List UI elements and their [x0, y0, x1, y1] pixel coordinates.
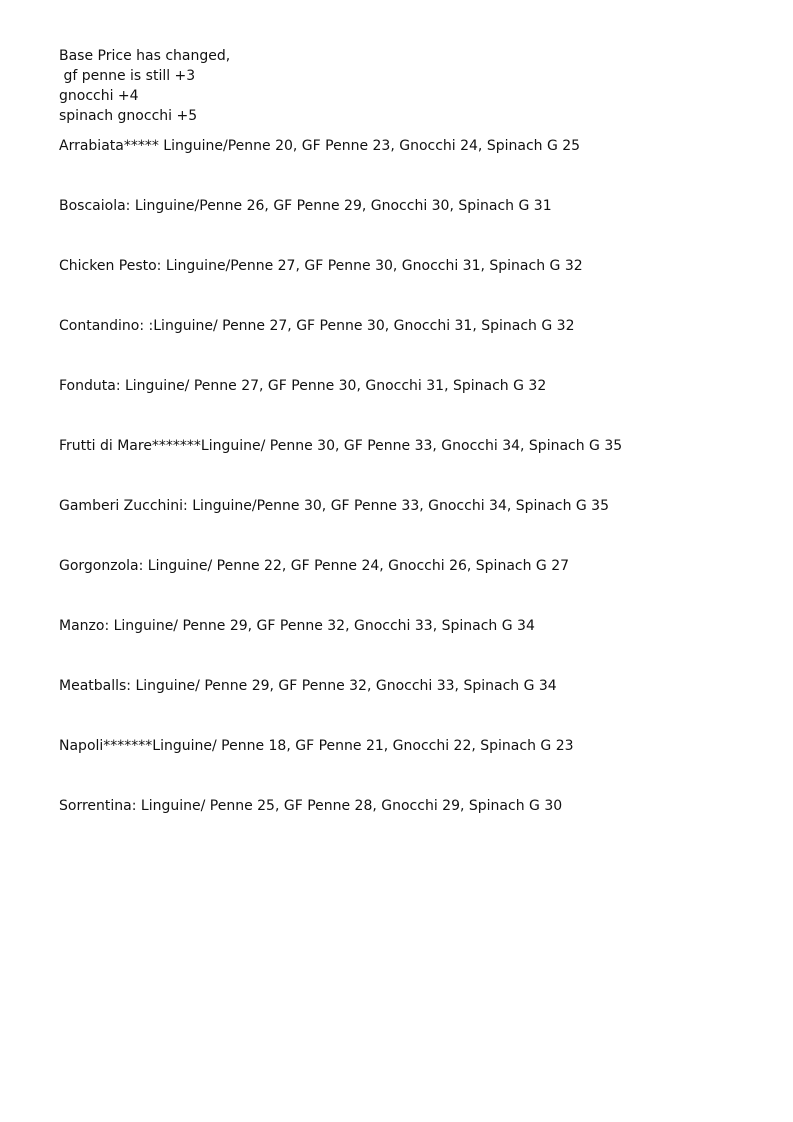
- menu-item-contandino: Contandino: :Linguine/ Penne 27, GF Penne 30, Gnocchi 31, Spinach G 32: [59, 318, 575, 334]
- menu-item-fonduta: Fonduta: Linguine/ Penne 27, GF Penne 30, Gnocchi 31, Spinach G 32: [59, 378, 547, 394]
- menu-item-napoli: Napoli*******Linguine/ Penne 18, GF Penne 21, Gnocchi 22, Spinach G 23: [59, 738, 574, 754]
- menu-item-chicken-pesto: Chicken Pesto: Linguine/Penne 27, GF Penne 30, Gnocchi 31, Spinach G 32: [59, 258, 583, 274]
- menu-item-meatballs: Meatballs: Linguine/ Penne 29, GF Penne 32, Gnocchi 33, Spinach G 34: [59, 678, 557, 694]
- menu-item-sorrentina: Sorrentina: Linguine/ Penne 25, GF Penne 28, Gnocchi 29, Spinach G 30: [59, 798, 563, 814]
- document-page: [59, 46, 759, 856]
- note-line: gnocchi +4: [59, 88, 139, 104]
- menu-item-boscaiola: Boscaiola: Linguine/Penne 26, GF Penne 29, Gnocchi 30, Spinach G 31: [59, 198, 552, 214]
- note-line: Base Price has changed,: [59, 48, 231, 64]
- note-line: spinach gnocchi +5: [59, 108, 198, 124]
- menu-item-manzo: Manzo: Linguine/ Penne 29, GF Penne 32, Gnocchi 33, Spinach G 34: [59, 618, 535, 634]
- note-line: gf penne is still +3: [59, 68, 196, 84]
- menu-item-gorgonzola: Gorgonzola: Linguine/ Penne 22, GF Penne 24, Gnocchi 26, Spinach G 27: [59, 558, 570, 574]
- menu-item-arrabiata: Arrabiata***** Linguine/Penne 20, GF Penne 23, Gnocchi 24, Spinach G 25: [59, 138, 581, 154]
- menu-item-frutti-di-mare: Frutti di Mare*******Linguine/ Penne 30, GF Penne 33, Gnocchi 34, Spinach G 35: [59, 438, 623, 454]
- menu-item-gamberi-zucchini: Gamberi Zucchini: Linguine/Penne 30, GF Penne 33, Gnocchi 34, Spinach G 35: [59, 498, 609, 514]
- price-change-note: [59, 46, 759, 126]
- pasta-price-list: [59, 136, 759, 816]
